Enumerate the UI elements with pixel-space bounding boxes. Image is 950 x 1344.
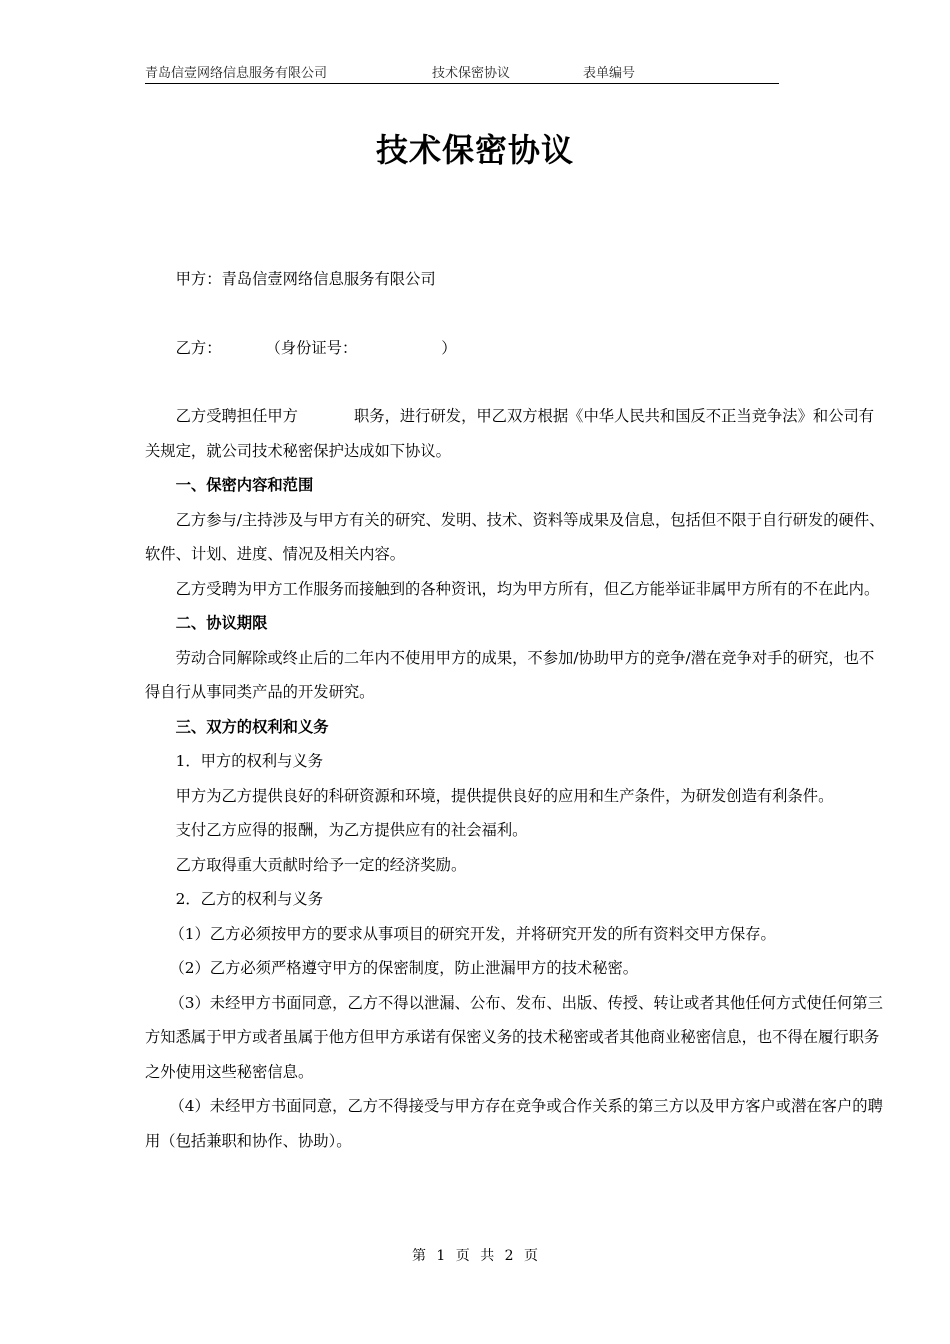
party-b-id-label: （身份证号： (265, 338, 358, 357)
section1-paragraph-2: 乙方受聘为甲方工作服务而接触到的各种资讯，均为甲方所有，但乙方能举证非属甲方所有的不在此内。 (175, 579, 880, 598)
section3-party-b-item-3: （3）未经甲方书面同意，乙方不得以泄漏、公布、发布、出版、传授、转让或者其他任何方式使任何第三方知悉属于甲方或者虽属于他方但甲方承诺有保密义务的技术秘密或者其他商业秘密信息，也不得在履行职务之外使用这些秘密信息。 (145, 993, 883, 1081)
section3-party-b-item-1: （1）乙方必须按甲方的要求从事项目的研究开发，并将研究开发的所有资料交甲方保存。 (169, 924, 776, 943)
page-footer: 第 1 页 共 2 页 (411, 1248, 539, 1264)
document-title: 技术保密协议 (375, 131, 574, 169)
party-b-id-close: ） (441, 338, 457, 357)
header-doc-title: 技术保密协议 (432, 66, 511, 81)
section3-party-b-item-2: （2）乙方必须严格遵守甲方的保密制度，防止泄漏甲方的技术秘密。 (169, 959, 639, 977)
header-form-number-label: 表单编号 (583, 66, 636, 81)
party-b-line (145, 331, 885, 366)
section1-heading: 一、保密内容和范围 (175, 476, 314, 494)
section3-sub2: 2．乙方的权利与义务 (175, 890, 323, 908)
party-b-label: 乙方： (175, 338, 222, 357)
intro-part2: 职务，进行研发，甲乙双方根据《中华人民共和国反不正当竞争法》和公司有关规定，就公司技术秘密保护达成如下协议。 (145, 407, 875, 460)
page-header (145, 66, 779, 84)
section3-party-b-item-4: （4）未经甲方书面同意，乙方不得接受与甲方存在竞争或合作关系的第三方以及甲方客户或潜在客户的聘用（包括兼职和协作、协助）。 (145, 1097, 883, 1150)
section2-heading: 二、协议期限 (175, 614, 268, 632)
section3-heading: 三、双方的权利和义务 (175, 717, 329, 736)
section3-party-a-item-1: 甲方为乙方提供良好的科研资源和环境，提供提供良好的应用和生产条件，为研发创造有利条件。 (175, 786, 834, 805)
header-company: 青岛信壹网络信息服务有限公司 (145, 66, 328, 81)
intro-part1: 乙方受聘担任甲方 (175, 407, 298, 425)
intro-paragraph (145, 399, 885, 468)
section3-sub1: 1．甲方的权利与义务 (175, 752, 323, 770)
section3-party-a-item-3: 乙方取得重大贡献时给予一定的经济奖励。 (175, 855, 467, 874)
section2-paragraph-1: 劳动合同解除或终止后的二年内不使用甲方的成果，不参加/协助甲方的竞争/潜在竞争对手的研究，也不得自行从事同类产品的开发研究。 (145, 648, 875, 701)
document-body (145, 262, 885, 1158)
party-a-line: 甲方：青岛信壹网络信息服务有限公司 (175, 270, 436, 288)
section1-paragraph-1: 乙方参与/主持涉及与甲方有关的研究、发明、技术、资料等成果及信息，包括但不限于自行研发的硬件、软件、计划、进度、情况及相关内容。 (145, 510, 885, 563)
section3-party-a-item-2: 支付乙方应得的报酬，为乙方提供应有的社会福利。 (175, 821, 528, 839)
